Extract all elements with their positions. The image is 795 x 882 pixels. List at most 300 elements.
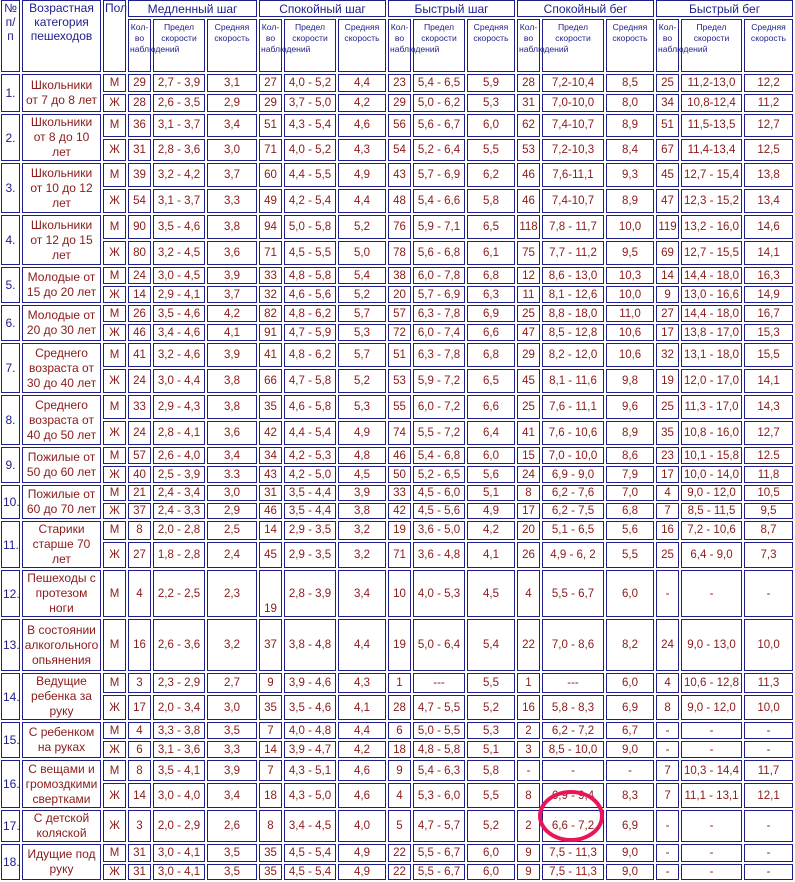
value-cell: 11,2 bbox=[744, 94, 793, 112]
value-cell: 5,2 bbox=[338, 215, 386, 239]
row-category: Школьники от 7 до 8 лет bbox=[22, 74, 101, 112]
value-cell: 6,8 bbox=[606, 503, 654, 519]
value-cell: 41 bbox=[259, 343, 282, 367]
header-category: Возрастная категория пешеходов bbox=[22, 0, 101, 72]
value-cell: 2,9 bbox=[207, 94, 257, 112]
header-group: Быстрый бег bbox=[656, 0, 793, 17]
value-cell: 6,3 - 7,8 bbox=[413, 305, 465, 322]
value-cell: 5,1 - 6,5 bbox=[542, 521, 604, 540]
header-subcolumn: Кол-во наблюдений bbox=[388, 19, 411, 72]
value-cell: 3,6 - 5,0 bbox=[413, 521, 465, 540]
value-cell: 45 bbox=[259, 542, 282, 568]
value-cell: 3,5 bbox=[207, 722, 257, 739]
value-cell: 10,0 bbox=[606, 286, 654, 303]
table-row bbox=[1, 741, 793, 758]
value-cell: 35 bbox=[259, 864, 282, 880]
value-cell: 3,3 - 3,8 bbox=[153, 722, 205, 739]
value-cell: 3,5 - 4,6 bbox=[153, 305, 205, 322]
header-subcolumn: Предел скорости bbox=[413, 19, 465, 72]
table-row bbox=[1, 722, 793, 739]
row-number: 13. bbox=[1, 619, 20, 671]
value-cell: 10,0 bbox=[744, 619, 793, 671]
value-cell: 6,2 - 7,5 bbox=[542, 503, 604, 519]
value-cell: 43 bbox=[259, 466, 282, 483]
value-cell: 8 bbox=[517, 485, 540, 501]
value-cell: 5,7 bbox=[338, 305, 386, 322]
value-cell: 66 bbox=[259, 369, 282, 393]
value-cell: 7,4-10,7 bbox=[542, 114, 604, 137]
value-cell: 24 bbox=[128, 267, 151, 284]
row-number: 12. bbox=[1, 570, 20, 617]
table-row bbox=[1, 305, 793, 322]
value-cell: 8 bbox=[128, 760, 151, 781]
row-category: Среднего возраста от 40 до 50 лет bbox=[22, 395, 101, 445]
value-cell: 11,3 bbox=[744, 673, 793, 693]
value-cell: 6,9 bbox=[606, 695, 654, 720]
value-cell: 5,5 bbox=[467, 139, 515, 162]
row-category: Школьники от 10 до 12 лет bbox=[22, 163, 101, 213]
value-cell: 35 bbox=[259, 844, 282, 862]
value-cell: 35 bbox=[259, 695, 282, 720]
value-cell: 45 bbox=[517, 369, 540, 393]
value-cell: 28 bbox=[517, 74, 540, 92]
value-cell: 1,8 - 2,8 bbox=[153, 542, 205, 568]
value-cell: 4,3 - 5,1 bbox=[284, 760, 336, 781]
value-cell: 5,3 bbox=[467, 722, 515, 739]
value-cell: 4 bbox=[128, 722, 151, 739]
row-number: 17. bbox=[1, 810, 20, 842]
value-cell: 3,5 bbox=[207, 864, 257, 880]
value-cell: 17 bbox=[656, 324, 679, 341]
value-cell: 9,5 bbox=[606, 241, 654, 265]
value-cell: 3,8 bbox=[207, 215, 257, 239]
value-cell: 4,2 bbox=[207, 305, 257, 322]
value-cell: 67 bbox=[656, 139, 679, 162]
value-cell: 2,6 bbox=[207, 810, 257, 842]
value-cell: 6,5 bbox=[467, 369, 515, 393]
value-cell: 6,0 bbox=[467, 114, 515, 137]
value-cell: 7,4-10,7 bbox=[542, 189, 604, 213]
table-row bbox=[1, 864, 793, 880]
value-cell: 5,9 - 7,1 bbox=[413, 215, 465, 239]
value-cell: 54 bbox=[128, 189, 151, 213]
value-cell: 10,1 - 15,8 bbox=[681, 447, 742, 464]
value-cell: 5,2 - 6,5 bbox=[413, 466, 465, 483]
value-cell: 6,0 - 7,8 bbox=[413, 267, 465, 284]
value-cell: 78 bbox=[388, 241, 411, 265]
value-cell: 20 bbox=[517, 521, 540, 540]
value-cell: 6,9 bbox=[467, 305, 515, 322]
value-cell: 7 bbox=[656, 783, 679, 808]
value-cell: 3,8 bbox=[338, 503, 386, 519]
value-cell: 25 bbox=[517, 305, 540, 322]
value-cell: 53 bbox=[517, 139, 540, 162]
value-cell: 71 bbox=[388, 542, 411, 568]
value-cell: 3,9 bbox=[207, 343, 257, 367]
value-cell: 15 bbox=[517, 447, 540, 464]
value-cell: 29 bbox=[259, 94, 282, 112]
value-cell: 4,5 bbox=[467, 570, 515, 617]
value-cell: 4,1 bbox=[338, 695, 386, 720]
value-cell: 32 bbox=[259, 286, 282, 303]
value-cell: 41 bbox=[517, 421, 540, 445]
value-cell: 8,7 bbox=[744, 521, 793, 540]
table-row bbox=[1, 395, 793, 419]
value-cell: 14,3 bbox=[744, 395, 793, 419]
value-cell: 4,3 bbox=[338, 673, 386, 693]
row-sex: М bbox=[103, 395, 126, 419]
value-cell: 4 bbox=[656, 485, 679, 501]
table-row bbox=[1, 241, 793, 265]
table-row bbox=[1, 783, 793, 808]
value-cell: 4,1 bbox=[467, 542, 515, 568]
value-cell: 6,0 - 7,4 bbox=[413, 324, 465, 341]
value-cell: 38 bbox=[388, 267, 411, 284]
value-cell: 2,0 - 2,9 bbox=[153, 810, 205, 842]
value-cell: 5,2 bbox=[467, 810, 515, 842]
value-cell: 7 bbox=[656, 760, 679, 781]
value-cell: 5,8 - 8,3 bbox=[542, 695, 604, 720]
value-cell: - bbox=[681, 570, 742, 617]
value-cell: 6,2 - 7,2 bbox=[542, 722, 604, 739]
row-sex: М bbox=[103, 760, 126, 781]
value-cell: 3 bbox=[128, 810, 151, 842]
value-cell: 9,6 bbox=[606, 395, 654, 419]
value-cell: 8,2 - 12,0 bbox=[542, 343, 604, 367]
value-cell: 4,4 - 5,4 bbox=[284, 421, 336, 445]
value-cell: 8,5 - 11,5 bbox=[681, 503, 742, 519]
value-cell: 6 bbox=[128, 741, 151, 758]
value-cell: - bbox=[744, 844, 793, 862]
value-cell: 47 bbox=[656, 189, 679, 213]
value-cell: 80 bbox=[128, 241, 151, 265]
value-cell: 12 bbox=[517, 267, 540, 284]
value-cell: 25 bbox=[517, 395, 540, 419]
value-cell: 4,1 bbox=[207, 324, 257, 341]
table-row bbox=[1, 503, 793, 519]
header-group: Спокойный бег bbox=[517, 0, 654, 17]
value-cell: 2,7 bbox=[207, 673, 257, 693]
table-row bbox=[1, 421, 793, 445]
value-cell: 7 bbox=[656, 503, 679, 519]
value-cell: 2 bbox=[517, 810, 540, 842]
value-cell: 5,4 bbox=[338, 267, 386, 284]
value-cell: 5,2 bbox=[338, 286, 386, 303]
value-cell: 24 bbox=[656, 619, 679, 671]
header-group: Медленный шаг bbox=[128, 0, 257, 17]
value-cell: 2,5 bbox=[207, 521, 257, 540]
value-cell: 3,2 bbox=[338, 542, 386, 568]
value-cell: 33 bbox=[388, 485, 411, 501]
value-cell: 2,4 bbox=[207, 542, 257, 568]
value-cell: 7,2-10,4 bbox=[542, 74, 604, 92]
value-cell: 4 bbox=[128, 570, 151, 617]
value-cell: 4,2 bbox=[338, 741, 386, 758]
value-cell: - bbox=[656, 864, 679, 880]
value-cell: 10 bbox=[388, 570, 411, 617]
value-cell: 2,7 - 3,9 bbox=[153, 74, 205, 92]
value-cell: 2,8 - 4,1 bbox=[153, 421, 205, 445]
value-cell: 10,8-12,4 bbox=[681, 94, 742, 112]
value-cell: 4,4 bbox=[338, 74, 386, 92]
value-cell: 2,4 - 3,3 bbox=[153, 503, 205, 519]
value-cell: 60 bbox=[259, 163, 282, 187]
value-cell: - bbox=[744, 864, 793, 880]
table-row bbox=[1, 267, 793, 284]
value-cell: 6,0 bbox=[606, 570, 654, 617]
value-cell: 9,0 - 13,0 bbox=[681, 619, 742, 671]
value-cell: 4,4 bbox=[338, 189, 386, 213]
value-cell: 10,6 bbox=[606, 343, 654, 367]
value-cell: 5,5 bbox=[467, 783, 515, 808]
value-cell: 3,4 - 4,6 bbox=[153, 324, 205, 341]
value-cell: 19 bbox=[656, 369, 679, 393]
value-cell: 9 bbox=[259, 673, 282, 693]
row-number: 3. bbox=[1, 163, 20, 213]
value-cell: 9 bbox=[656, 286, 679, 303]
value-cell: 9,5 bbox=[744, 503, 793, 519]
value-cell: 5,6 bbox=[467, 466, 515, 483]
row-category: Школьники от 8 до 10 лет bbox=[22, 114, 101, 161]
value-cell: 16,7 bbox=[744, 305, 793, 322]
value-cell: 17 bbox=[656, 466, 679, 483]
row-sex: М bbox=[103, 114, 126, 137]
value-cell: 2,6 - 3,6 bbox=[153, 619, 205, 671]
value-cell: 51 bbox=[259, 114, 282, 137]
value-cell: 14,9 bbox=[744, 286, 793, 303]
value-cell: 7,5 - 11,3 bbox=[542, 844, 604, 862]
value-cell: 23 bbox=[656, 447, 679, 464]
value-cell: 46 bbox=[517, 189, 540, 213]
value-cell: 5,5 - 6,7 bbox=[542, 570, 604, 617]
value-cell: 3,1 - 3,7 bbox=[153, 189, 205, 213]
value-cell: 12,7 bbox=[744, 114, 793, 137]
value-cell: 3,9 bbox=[207, 267, 257, 284]
value-cell: 31 bbox=[128, 139, 151, 162]
value-cell: 6,8 bbox=[467, 267, 515, 284]
row-category: Молодые от 15 до 20 лет bbox=[22, 267, 101, 303]
header-group: Быстрый шаг bbox=[388, 0, 515, 17]
value-cell: 6,7 bbox=[606, 722, 654, 739]
value-cell: 5,0 - 6,4 bbox=[413, 619, 465, 671]
value-cell: 82 bbox=[259, 305, 282, 322]
value-cell: 29 bbox=[128, 74, 151, 92]
row-sex: Ж bbox=[103, 695, 126, 720]
value-cell: 6,8 bbox=[467, 343, 515, 367]
value-cell: 4,2 bbox=[467, 521, 515, 540]
row-sex: Ж bbox=[103, 139, 126, 162]
value-cell: 5,6 - 6,8 bbox=[413, 241, 465, 265]
value-cell: 9 bbox=[517, 864, 540, 880]
value-cell: 14,1 bbox=[744, 241, 793, 265]
header-group: Спокойный шаг bbox=[259, 0, 386, 17]
value-cell: 33 bbox=[128, 395, 151, 419]
value-cell: 3,0 bbox=[207, 139, 257, 162]
table-row bbox=[1, 485, 793, 501]
value-cell: - bbox=[681, 741, 742, 758]
value-cell: 3,0 bbox=[207, 695, 257, 720]
row-number: 14. bbox=[1, 673, 20, 720]
row-sex: Ж bbox=[103, 542, 126, 568]
row-number: 5. bbox=[1, 267, 20, 303]
row-category: Школьники от 12 до 15 лет bbox=[22, 215, 101, 265]
value-cell: 5,6 bbox=[606, 521, 654, 540]
value-cell: 4,3 - 5,0 bbox=[284, 783, 336, 808]
value-cell: 57 bbox=[388, 305, 411, 322]
value-cell: 2,8 - 3,6 bbox=[153, 139, 205, 162]
value-cell: 17 bbox=[128, 695, 151, 720]
value-cell: 4,6 - 5,6 bbox=[284, 286, 336, 303]
value-cell: 14,4 - 18,0 bbox=[681, 267, 742, 284]
value-cell: 11,4-13,4 bbox=[681, 139, 742, 162]
value-cell: 41 bbox=[128, 343, 151, 367]
value-cell: 6,2 bbox=[467, 163, 515, 187]
value-cell: 18 bbox=[259, 783, 282, 808]
value-cell: 3,9 bbox=[338, 485, 386, 501]
value-cell: 26 bbox=[517, 542, 540, 568]
value-cell: 14 bbox=[128, 286, 151, 303]
value-cell: 42 bbox=[259, 421, 282, 445]
value-cell: 7,2-10,3 bbox=[542, 139, 604, 162]
table-row bbox=[1, 94, 793, 112]
row-number: 1. bbox=[1, 74, 20, 112]
value-cell: 6,3 - 7,8 bbox=[413, 343, 465, 367]
value-cell: 5,3 bbox=[338, 395, 386, 419]
value-cell: 19 bbox=[388, 619, 411, 671]
value-cell: 2,9 - 3,5 bbox=[284, 521, 336, 540]
value-cell: 6,6 bbox=[467, 324, 515, 341]
value-cell: - bbox=[656, 810, 679, 842]
header-num: № п/п bbox=[1, 0, 20, 72]
value-cell: 3,5 - 4,1 bbox=[153, 760, 205, 781]
header-sex: Пол bbox=[103, 0, 126, 72]
row-number: 18. bbox=[1, 844, 20, 880]
value-cell: 42 bbox=[388, 503, 411, 519]
value-cell: 4,5 - 5,6 bbox=[413, 503, 465, 519]
value-cell: 3 bbox=[128, 673, 151, 693]
value-cell: 51 bbox=[656, 114, 679, 137]
value-cell: 12,7 - 15,5 bbox=[681, 241, 742, 265]
value-cell: 2,3 bbox=[207, 570, 257, 617]
value-cell: 13,0 - 16,6 bbox=[681, 286, 742, 303]
value-cell: 4,6 bbox=[338, 760, 386, 781]
value-cell: 8 bbox=[656, 695, 679, 720]
value-cell: 3,8 bbox=[207, 369, 257, 393]
value-cell: 4,5 bbox=[338, 466, 386, 483]
header-subcolumn: Кол-во наблюдений bbox=[259, 19, 282, 72]
value-cell: 3,4 bbox=[207, 447, 257, 464]
value-cell: 8,4 bbox=[606, 139, 654, 162]
value-cell: 12,0 - 17,0 bbox=[681, 369, 742, 393]
value-cell: 11,2-13,0 bbox=[681, 74, 742, 92]
table-row bbox=[1, 466, 793, 483]
value-cell: - bbox=[517, 760, 540, 781]
value-cell: 6,3 bbox=[467, 286, 515, 303]
row-category: Старики старше 70 лет bbox=[22, 521, 101, 568]
header-subcolumn: Средняя скорость bbox=[338, 19, 386, 72]
value-cell: 3,0 - 4,5 bbox=[153, 267, 205, 284]
value-cell: 8 bbox=[128, 521, 151, 540]
value-cell: 9,0 bbox=[606, 844, 654, 862]
value-cell: --- bbox=[413, 673, 465, 693]
row-sex: Ж bbox=[103, 810, 126, 842]
value-cell: 4,8 - 5,8 bbox=[284, 267, 336, 284]
value-cell: 3,6 bbox=[207, 421, 257, 445]
value-cell: 3,7 bbox=[207, 163, 257, 187]
value-cell: 40 bbox=[128, 466, 151, 483]
value-cell: 3,3 bbox=[207, 741, 257, 758]
value-cell: 37 bbox=[128, 503, 151, 519]
value-cell: 56 bbox=[388, 114, 411, 137]
value-cell: 3,0 bbox=[207, 485, 257, 501]
row-category: С ребенком на руках bbox=[22, 722, 101, 758]
value-cell: 29 bbox=[517, 343, 540, 367]
value-cell: 3,4 bbox=[338, 570, 386, 617]
value-cell: 2,6 - 4,0 bbox=[153, 447, 205, 464]
value-cell: 9,0 - 12,0 bbox=[681, 695, 742, 720]
value-cell: 11,3 - 17,0 bbox=[681, 395, 742, 419]
value-cell: 4,6 - 5,8 bbox=[284, 395, 336, 419]
row-category: Идущие под руку bbox=[22, 844, 101, 880]
value-cell: 3,0 - 4,1 bbox=[153, 864, 205, 880]
value-cell: 3,4 - 4,5 bbox=[284, 810, 336, 842]
value-cell: 3,7 bbox=[207, 286, 257, 303]
value-cell: 5,0 - 6,2 bbox=[413, 94, 465, 112]
value-cell: 7,8 - 11,7 bbox=[542, 215, 604, 239]
value-cell: 14,1 bbox=[744, 369, 793, 393]
row-number: 9. bbox=[1, 447, 20, 483]
value-cell: 28 bbox=[388, 695, 411, 720]
table-row bbox=[1, 139, 793, 162]
value-cell: 3,6 bbox=[207, 241, 257, 265]
value-cell: 10,3 - 14,4 bbox=[681, 760, 742, 781]
value-cell: 34 bbox=[259, 447, 282, 464]
value-cell: 8,3 bbox=[606, 783, 654, 808]
value-cell: 35 bbox=[656, 421, 679, 445]
value-cell: 2,5 - 3,9 bbox=[153, 466, 205, 483]
value-cell: 8,6 bbox=[606, 447, 654, 464]
value-cell: 8,9 bbox=[606, 189, 654, 213]
row-sex: Ж bbox=[103, 503, 126, 519]
value-cell: 5,5 - 6,7 bbox=[413, 864, 465, 880]
value-cell: 7,5 - 11,3 bbox=[542, 864, 604, 880]
value-cell: 49 bbox=[259, 189, 282, 213]
value-cell: 3,9 - 4,7 bbox=[284, 741, 336, 758]
value-cell: 3,0 - 4,4 bbox=[153, 369, 205, 393]
value-cell: 7,7 - 11,2 bbox=[542, 241, 604, 265]
value-cell: 5,5 - 7,2 bbox=[413, 421, 465, 445]
value-cell: 5,9 bbox=[467, 74, 515, 92]
value-cell: 6,0 bbox=[467, 447, 515, 464]
row-sex: Ж bbox=[103, 189, 126, 213]
value-cell: 6,4 - 9,0 bbox=[681, 542, 742, 568]
value-cell: 2,8 - 3,9 bbox=[284, 570, 336, 617]
value-cell: 8,8 - 18,0 bbox=[542, 305, 604, 322]
value-cell: --- bbox=[542, 673, 604, 693]
value-cell: 9 bbox=[517, 844, 540, 862]
value-cell: 48 bbox=[388, 189, 411, 213]
value-cell: 5,9 - 7,2 bbox=[413, 369, 465, 393]
table-row bbox=[1, 521, 793, 540]
value-cell: 16,3 bbox=[744, 267, 793, 284]
value-cell: 13,2 - 16,0 bbox=[681, 215, 742, 239]
value-cell: 62 bbox=[517, 114, 540, 137]
row-sex: М bbox=[103, 163, 126, 187]
value-cell: 24 bbox=[517, 466, 540, 483]
value-cell: 71 bbox=[259, 241, 282, 265]
value-cell: 4,9 bbox=[467, 503, 515, 519]
value-cell: 5,7 bbox=[338, 343, 386, 367]
